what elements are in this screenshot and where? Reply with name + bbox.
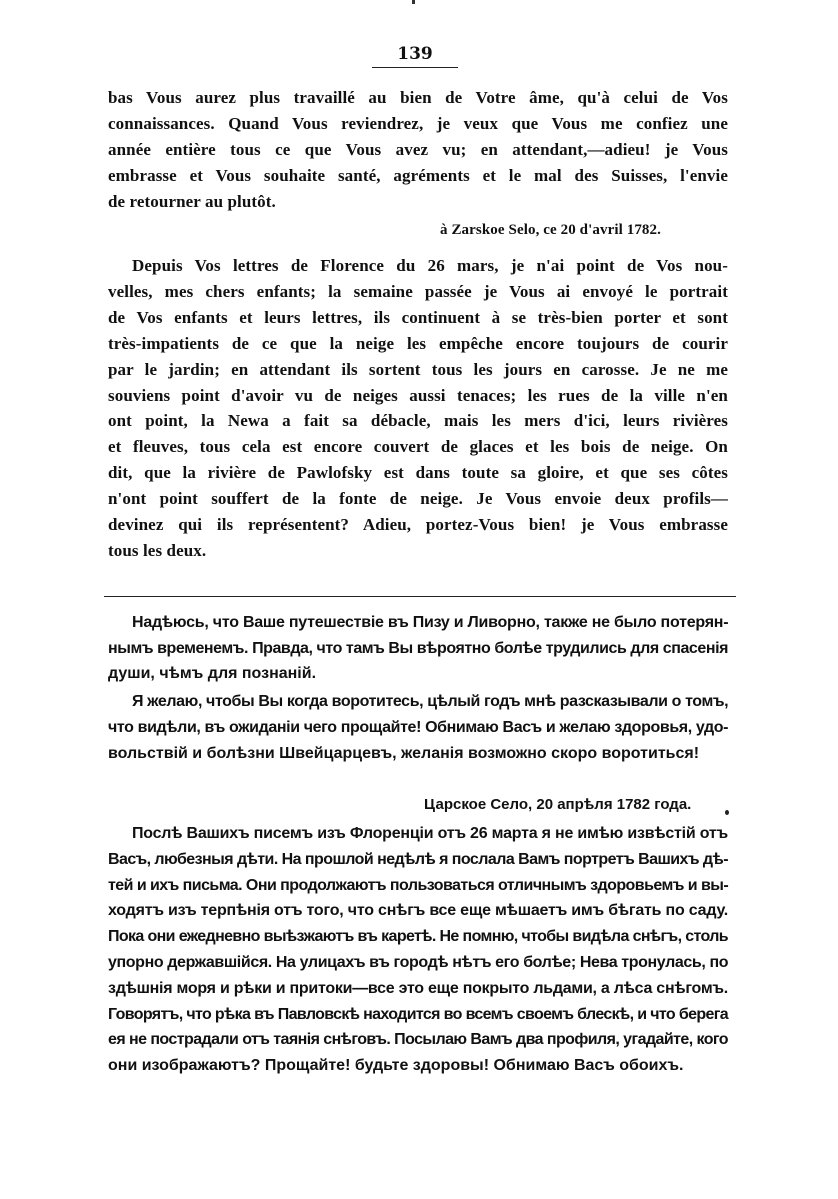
text-line: упорно державшійся. На улицахъ въ городѣ нѣтъ его болѣе; Нева тронулась, по (108, 954, 729, 971)
text-line: velles, mes chers enfants; la semaine passée je Vous ai envoyé le portrait (108, 281, 728, 301)
text-line: de Vos enfants et leurs lettres, ils continuent à se très-bien porter et sont (108, 307, 728, 327)
text-line: tous les deux. (108, 540, 207, 560)
text-line: devinez qui ils représentent? Adieu, portez-Vous bien! je Vous embrasse (108, 515, 728, 534)
text-line: Надѣюсь, что Ваше путешествіе въ Пизу и Ливорно, также не было потерян- (132, 614, 729, 631)
french-date-line: à Zarskoe Selo, ce 20 d'avril 1782. (440, 222, 661, 238)
text-line: что видѣли, въ ожиданіи чего прощайте! Обнимаю Васъ и желаю здоровья, удо- (108, 719, 729, 736)
text-line: Я желаю, чтобы Вы когда воротитесь, цѣлый годъ мнѣ разсказывали о томъ, (132, 693, 729, 710)
text-line: connaissances. Quand Vous reviendrez, je veux que Vous me confiez une (108, 114, 728, 133)
text-line: souviens point d'avoir vu de neiges aussi tenaces; les rues de la ville n'en (108, 385, 728, 405)
page-number: 139 (397, 44, 433, 64)
text-line: вольствій и болѣзни Швейцарцевъ, желанія возможно скоро воротиться! (108, 745, 700, 762)
page-number-underline (372, 67, 458, 68)
text-line: de retourner au plutôt. (108, 192, 276, 211)
text-line: année entière tous ce que Vous avez vu; en attendant,—adieu! je Vous (108, 140, 728, 159)
text-line: Послѣ Вашихъ писемъ изъ Флоренціи отъ 26 марта я не имѣю извѣстій отъ (132, 825, 728, 842)
scan-mark (412, 0, 415, 4)
text-line: нымъ временемъ. Правда, что тамъ Вы вѣроятно болѣе трудились для спасенія (108, 639, 728, 657)
text-line: embrasse et Vous souhaite santé, agréments et le mal des Suisses, l'envie (108, 166, 728, 185)
text-line: здѣшнія моря и рѣки и притоки—все это еще покрыто льдами, а лѣса снѣгомъ. (108, 979, 728, 997)
text-line: et fleuves, tous cela est encore couvert de glaces et les bois de neige. On (108, 437, 728, 457)
text-line: ея не пострадали отъ таянія снѣговъ. Посылаю Вамъ два профиля, угадайте, кого (108, 1031, 728, 1049)
divider-rule (104, 596, 736, 597)
text-line: très-impatients de ce que la neige les empêche encore toujours de courir (108, 333, 728, 353)
text-line: ходятъ изъ терпѣнія отъ того, что снѣгъ все еще мѣшаетъ имъ бѣгать по саду. (108, 902, 728, 920)
text-line: bas Vous aurez plus travaillé au bien de Votre âme, qu'à celui de Vos (108, 88, 728, 107)
text-line: ont point, la Newa a fait sa débacle, mais les mers d'ici, leurs rivières (108, 411, 728, 431)
text-line: души, чѣмъ для познаній. (108, 665, 317, 682)
text-line: Пока они ежедневно выѣзжаютъ въ каретѣ. Не помню, чтобы видѣла снѣгъ, столь (108, 928, 728, 946)
text-line: dit, que la rivière de Pawlofsky est dans toute sa gloire, et que ses côtes (108, 463, 728, 483)
text-line: они изображаютъ? Прощайте! будьте здоровы! Обнимаю Васъ обоихъ. (108, 1057, 684, 1075)
text-line: тей и ихъ письма. Они продолжаютъ пользоваться отличнымъ здоровьемъ и вы- (108, 876, 729, 894)
russian-date-line: Царское Село, 20 апрѣля 1782 года. (424, 796, 692, 813)
text-line: par le jardin; en attendant ils sortent tous les jours en carosse. Je ne me (108, 359, 728, 379)
text-line: Depuis Vos lettres de Florence du 26 mars, je n'ai point de Vos nou- (132, 256, 728, 275)
text-line: n'ont point souffert de la fonte de neige. Je Vous envoie deux profils— (108, 489, 728, 509)
text-line: Говорятъ, что рѣка въ Павловскѣ находится во всемъ своемъ блескѣ, и что берега (108, 1005, 728, 1023)
ink-spot (725, 810, 729, 815)
text-line: Васъ, любезныя дѣти. На прошлой недѣлѣ я послала Вамъ портретъ Вашихъ дѣ- (108, 850, 728, 868)
